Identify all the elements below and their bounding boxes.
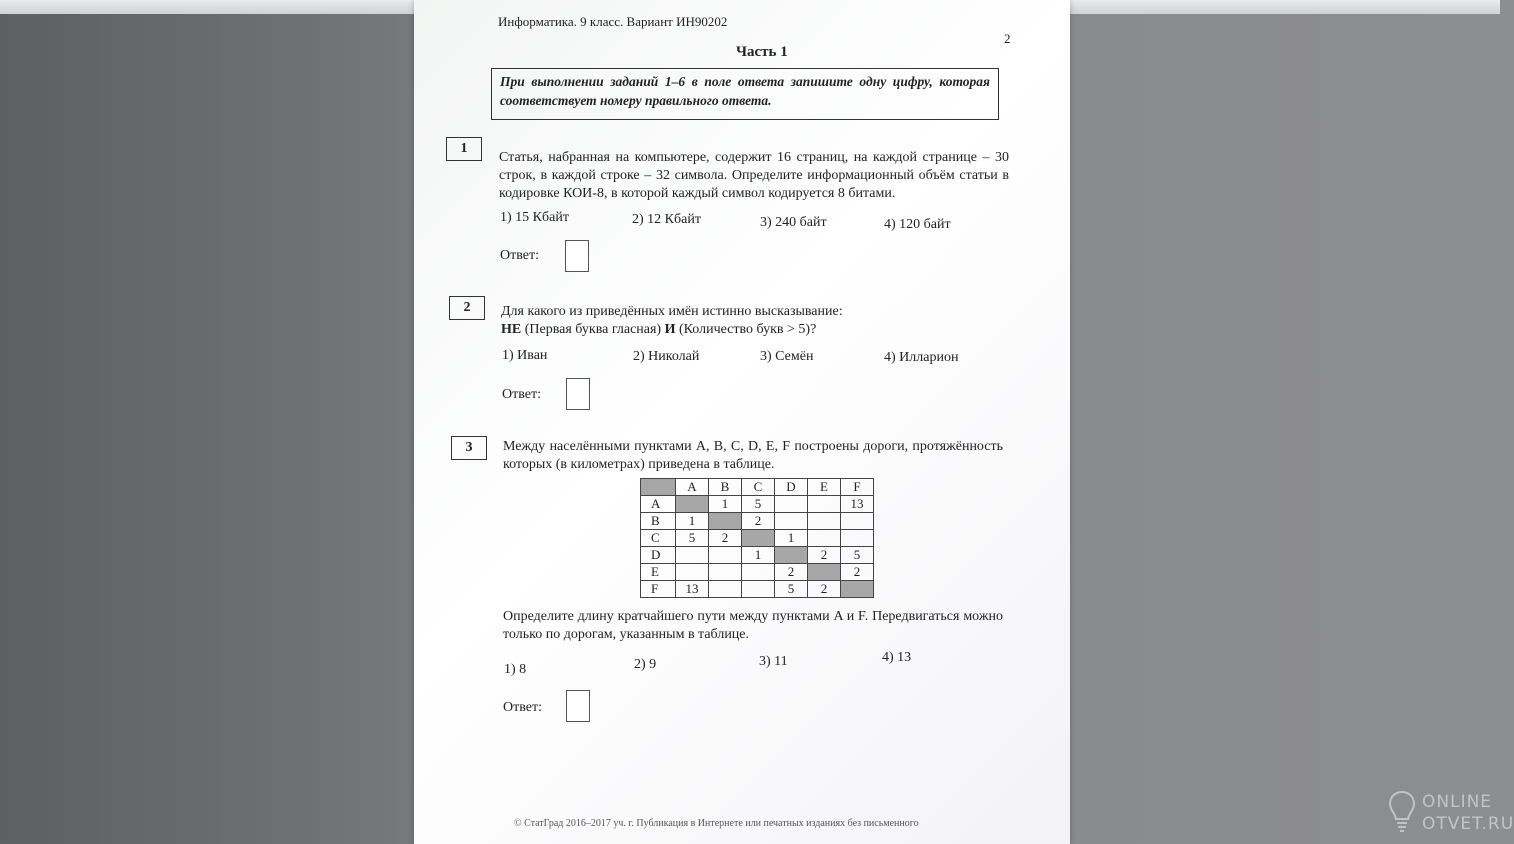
- question-3-question: Определите длину кратчайшего пути между пунктами A и F. Передвигаться можно только по дорогам, указанным в таблице.: [503, 609, 1003, 642]
- table-row: [641, 496, 874, 513]
- table-cell: [808, 513, 841, 530]
- table-cell: 2: [808, 547, 841, 564]
- table-row-header: E: [641, 564, 676, 581]
- table-row-header: A: [641, 496, 676, 513]
- table-cell: [775, 513, 808, 530]
- table-cell: [676, 547, 709, 564]
- question-2-option-2: 2) Николай: [633, 349, 700, 364]
- question-number-1: 1: [446, 137, 482, 161]
- table-cell: 1: [709, 496, 742, 513]
- question-2-cond2: (Количество букв > 5)?: [675, 322, 817, 337]
- table-col-header: B: [709, 479, 742, 496]
- table-cell: [808, 564, 841, 581]
- table-cell: 13: [841, 496, 874, 513]
- table-cell: [742, 581, 775, 598]
- table-row: [641, 581, 874, 598]
- table-cell: 2: [775, 564, 808, 581]
- table-cell: [676, 564, 709, 581]
- table-cell: [742, 564, 775, 581]
- question-2-not: НЕ: [501, 322, 522, 337]
- question-1-option-1: 1) 15 Кбайт: [500, 210, 569, 225]
- table-cell: [709, 581, 742, 598]
- table-cell: 5: [742, 496, 775, 513]
- table-row-header: C: [641, 530, 676, 547]
- question-1-option-3: 3) 240 байт: [760, 215, 827, 230]
- table-row-header: D: [641, 547, 676, 564]
- question-2-line1: Для какого из приведённых имён истинно высказывание:: [501, 304, 843, 319]
- question-3-option-3: 3) 11: [759, 654, 788, 669]
- table-cell: [841, 513, 874, 530]
- table-row-header: F: [641, 581, 676, 598]
- question-3-option-1: 1) 8: [504, 662, 527, 677]
- table-row: [641, 547, 874, 564]
- question-2-and: И: [664, 322, 676, 337]
- table-corner-cell: [641, 479, 676, 496]
- question-2-cond1: (Первая буква гласная): [521, 322, 665, 337]
- question-3-option-4: 4) 13: [882, 650, 912, 665]
- table-cell: 2: [841, 564, 874, 581]
- page-footer: © СтатГрад 2016–2017 уч. г. Публикация в Интернете или печатных изданиях без письменного: [514, 818, 919, 829]
- question-2-text: [501, 303, 1001, 339]
- table-cell: [841, 530, 874, 547]
- watermark-line1: ONLINE: [1422, 792, 1493, 812]
- question-3-text: Между населёнными пунктами A, B, C, D, E, F построены дороги, протяжённость которых (в километрах) приведена в таблице.: [503, 439, 1003, 472]
- distance-table: [640, 478, 874, 598]
- question-3-answer-label: Ответ:: [503, 700, 542, 715]
- exam-page: [414, 0, 1070, 844]
- table-col-header: C: [742, 479, 775, 496]
- table-cell: 5: [775, 581, 808, 598]
- table-cell: 2: [742, 513, 775, 530]
- table-cell: 2: [709, 530, 742, 547]
- question-1-text: Статья, набранная на компьютере, содержит 16 страниц, на каждой странице – 30 строк, в каждой строке – 32 символа. Определите информационный объём статьи в кодировке КОИ-8, в которой каждый символ кодируется 8 битами.: [499, 150, 1009, 201]
- question-1-option-4: 4) 120 байт: [884, 217, 951, 232]
- question-2-line2: [501, 321, 1001, 339]
- question-3-answer-box[interactable]: [566, 690, 590, 722]
- table-cell: 1: [742, 547, 775, 564]
- table-cell: 1: [775, 530, 808, 547]
- table-cell: [841, 581, 874, 598]
- question-2-answer-label: Ответ:: [502, 387, 541, 402]
- table-row: [641, 564, 874, 581]
- table-cell: [808, 496, 841, 513]
- instruction-box: При выполнении заданий 1–6 в поле ответа запишите одну цифру, которая соответствует номеру правильного ответа.: [491, 68, 999, 120]
- page-header: Информатика. 9 класс. Вариант ИН90202: [498, 14, 728, 29]
- table-cell: [676, 496, 709, 513]
- table-cell: [709, 547, 742, 564]
- watermark-line2: OTVET.RU: [1422, 814, 1514, 834]
- question-2-option-4: 4) Илларион: [884, 350, 959, 365]
- table-row-header: B: [641, 513, 676, 530]
- question-number-3: 3: [451, 436, 487, 460]
- question-2-option-3: 3) Семён: [760, 349, 814, 364]
- table-row: [641, 530, 874, 547]
- question-2-option-1: 1) Иван: [502, 348, 548, 363]
- part-title: Часть 1: [736, 44, 788, 60]
- table-col-header: F: [841, 479, 874, 496]
- question-3-option-2: 2) 9: [634, 657, 657, 672]
- table-cell: 5: [841, 547, 874, 564]
- question-1-answer-label: Ответ:: [500, 248, 539, 263]
- table-cell: [775, 496, 808, 513]
- table-col-header: E: [808, 479, 841, 496]
- table-cell: [709, 513, 742, 530]
- table-cell: [709, 564, 742, 581]
- table-cell: [775, 547, 808, 564]
- site-watermark: [1388, 788, 1514, 840]
- table-cell: 1: [676, 513, 709, 530]
- table-col-header: A: [676, 479, 709, 496]
- table-cell: 2: [808, 581, 841, 598]
- table-cell: 5: [676, 530, 709, 547]
- table-header-row: [641, 479, 874, 496]
- question-number-2: 2: [449, 296, 485, 320]
- table-col-header: D: [775, 479, 808, 496]
- table-row: [641, 513, 874, 530]
- lightbulb-icon: [1388, 790, 1416, 834]
- question-1-option-2: 2) 12 Кбайт: [632, 212, 701, 227]
- question-2-answer-box[interactable]: [566, 378, 590, 410]
- page-number: 2: [1004, 31, 1011, 46]
- table-cell: [808, 530, 841, 547]
- question-1-answer-box[interactable]: [565, 240, 589, 272]
- table-cell: 13: [676, 581, 709, 598]
- table-cell: [742, 530, 775, 547]
